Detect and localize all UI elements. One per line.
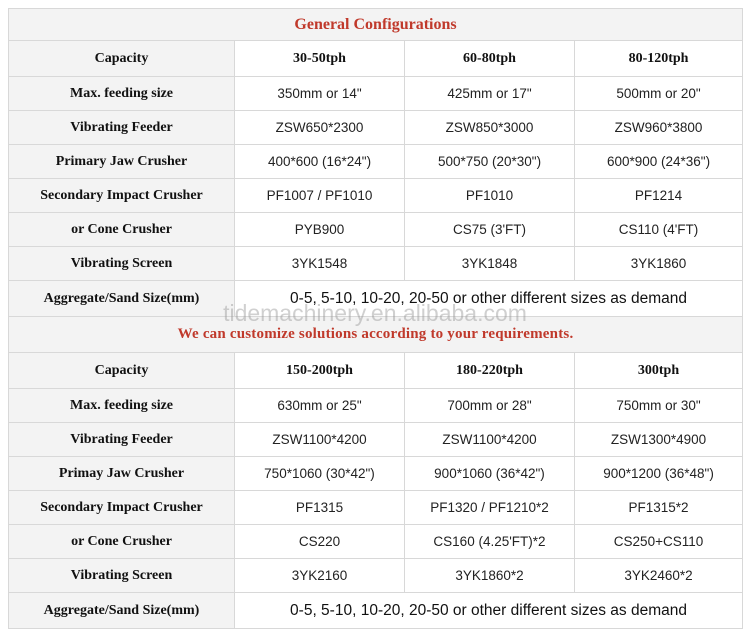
cell-value: PF1007 / PF1010 bbox=[235, 179, 405, 213]
cell-value: 750*1060 (30*42") bbox=[235, 457, 405, 491]
table-row bbox=[9, 41, 743, 77]
table-row bbox=[9, 179, 743, 213]
capacity-value: 180-220tph bbox=[405, 353, 575, 389]
cell-value: 900*1200 (36*48") bbox=[575, 457, 743, 491]
row-label: Vibrating Feeder bbox=[9, 423, 235, 457]
cell-value: PF1320 / PF1210*2 bbox=[405, 491, 575, 525]
cell-value: ZSW960*3800 bbox=[575, 111, 743, 145]
row-label: or Cone Crusher bbox=[9, 525, 235, 559]
capacity-value: 150-200tph bbox=[235, 353, 405, 389]
cell-value: 3YK2460*2 bbox=[575, 559, 743, 593]
watermark-text: tidemachinery.en.alibaba.com bbox=[223, 300, 527, 326]
row-label: or Cone Crusher bbox=[9, 213, 235, 247]
table-row bbox=[9, 77, 743, 111]
configurations-table bbox=[8, 8, 743, 629]
cell-value: PYB900 bbox=[235, 213, 405, 247]
capacity-value: 60-80tph bbox=[405, 41, 575, 77]
cell-value: CS160 (4.25'FT)*2 bbox=[405, 525, 575, 559]
cell-value: 3YK1860 bbox=[575, 247, 743, 281]
row-label: Vibrating Feeder bbox=[9, 111, 235, 145]
table-row bbox=[9, 145, 743, 179]
row-label: Vibrating Screen bbox=[9, 247, 235, 281]
cell-value: ZSW650*2300 bbox=[235, 111, 405, 145]
cell-value: PF1214 bbox=[575, 179, 743, 213]
table-row bbox=[9, 593, 743, 629]
cell-value: 400*600 (16*24") bbox=[235, 145, 405, 179]
cell-value: PF1315 bbox=[235, 491, 405, 525]
cell-value: 500*750 (20*30") bbox=[405, 145, 575, 179]
cell-value: 500mm or 20" bbox=[575, 77, 743, 111]
cell-value: 900*1060 (36*42") bbox=[405, 457, 575, 491]
row-label: Secondary Impact Crusher bbox=[9, 491, 235, 525]
cell-value: ZSW1100*4200 bbox=[405, 423, 575, 457]
row-label: Primary Jaw Crusher bbox=[9, 145, 235, 179]
row-label: Secondary Impact Crusher bbox=[9, 179, 235, 213]
cell-value: 600*900 (24*36") bbox=[575, 145, 743, 179]
row-label: Primay Jaw Crusher bbox=[9, 457, 235, 491]
capacity-label: Capacity bbox=[9, 353, 235, 389]
capacity-value: 300tph bbox=[575, 353, 743, 389]
table-row bbox=[9, 353, 743, 389]
table-row bbox=[9, 281, 743, 317]
cell-value: CS250+CS110 bbox=[575, 525, 743, 559]
capacity-label: Capacity bbox=[9, 41, 235, 77]
cell-value: CS110 (4'FT) bbox=[575, 213, 743, 247]
table-row bbox=[9, 111, 743, 145]
capacity-value: 80-120tph bbox=[575, 41, 743, 77]
row-label: Max. feeding size bbox=[9, 389, 235, 423]
table-row bbox=[9, 423, 743, 457]
cell-value: PF1315*2 bbox=[575, 491, 743, 525]
cell-value: 350mm or 14" bbox=[235, 77, 405, 111]
cell-value: ZSW1300*4900 bbox=[575, 423, 743, 457]
row-label: Vibrating Screen bbox=[9, 559, 235, 593]
cell-value: 3YK1860*2 bbox=[405, 559, 575, 593]
table-row bbox=[9, 525, 743, 559]
table-row bbox=[9, 457, 743, 491]
cell-value: ZSW850*3000 bbox=[405, 111, 575, 145]
cell-value: 3YK1548 bbox=[235, 247, 405, 281]
row-label: Max. feeding size bbox=[9, 77, 235, 111]
cell-value: ZSW1100*4200 bbox=[235, 423, 405, 457]
aggregate-value: 0-5, 5-10, 10-20, 20-50 or other different sizes as demand bbox=[235, 281, 743, 317]
aggregate-label: Aggregate/Sand Size(mm) bbox=[9, 281, 235, 317]
cell-value: 700mm or 28" bbox=[405, 389, 575, 423]
cell-value: CS75 (3'FT) bbox=[405, 213, 575, 247]
capacity-value: 30-50tph bbox=[235, 41, 405, 77]
table-row bbox=[9, 491, 743, 525]
table-row bbox=[9, 559, 743, 593]
cell-value: 750mm or 30" bbox=[575, 389, 743, 423]
cell-value: 3YK2160 bbox=[235, 559, 405, 593]
table-row bbox=[9, 213, 743, 247]
aggregate-value: 0-5, 5-10, 10-20, 20-50 or other different sizes as demand bbox=[235, 593, 743, 629]
customize-notice: We can customize solutions according to your requirements. bbox=[9, 317, 743, 353]
aggregate-label: Aggregate/Sand Size(mm) bbox=[9, 593, 235, 629]
table-row bbox=[9, 247, 743, 281]
cell-value: 3YK1848 bbox=[405, 247, 575, 281]
cell-value: 425mm or 17" bbox=[405, 77, 575, 111]
table-row bbox=[9, 389, 743, 423]
cell-value: PF1010 bbox=[405, 179, 575, 213]
cell-value: CS220 bbox=[235, 525, 405, 559]
cell-value: 630mm or 25" bbox=[235, 389, 405, 423]
table-title: General Configurations bbox=[9, 9, 743, 41]
